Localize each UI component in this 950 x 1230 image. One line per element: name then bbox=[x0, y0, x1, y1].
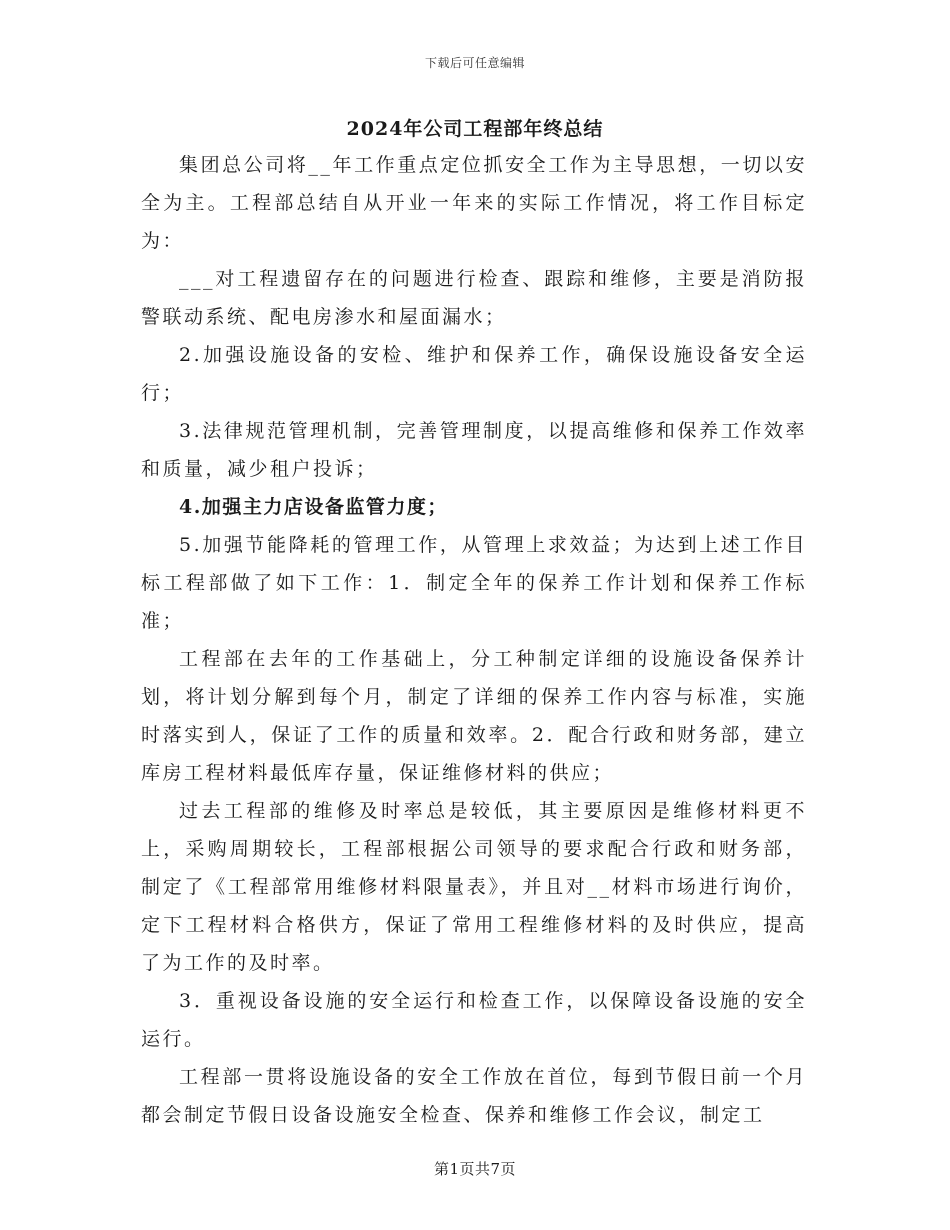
paragraph: 3.法律规范管理机制，完善管理制度，以提高维修和保养工作效率和质量，减少租户投诉； bbox=[141, 420, 807, 480]
document-title: 2024年公司工程部年终总结 bbox=[346, 118, 604, 140]
paragraph-bold: 4.加强主力店设备监管力度； bbox=[179, 496, 448, 518]
paragraph: ___对工程遗留存在的问题进行检查、跟踪和维修，主要是消防报警联动系统、配电房渗水和屋面漏水； bbox=[141, 268, 807, 328]
paragraph: 3．重视设备设施的安全运行和检查工作，以保障设备设施的安全运行。 bbox=[141, 990, 807, 1050]
paragraph: 2.加强设施设备的安检、维护和保养工作，确保设施设备安全运行； bbox=[141, 344, 807, 404]
page-number: 第1页共7页 bbox=[433, 1160, 517, 1178]
paragraph: 工程部在去年的工作基础上，分工种制定详细的设施设备保养计划，将计划分解到每个月，制定了详细的保养工作内容与标准，实施时落实到人，保证了工作的质量和效率。2．配合行政和财务部，建立库房工程材料最低库存量，保证维修材料的供应； bbox=[141, 648, 807, 784]
paragraph: 过去工程部的维修及时率总是较低，其主要原因是维修材料更不上，采购周期较长，工程部根据公司领导的要求配合行政和财务部，制定了《工程部常用维修材料限量表》，并且对__材料市场进行询价，定下工程材料合格供方，保证了常用工程维修材料的及时供应，提高了为工作的及时率。 bbox=[141, 800, 807, 974]
paragraph: 5.加强节能降耗的管理工作，从管理上求效益；为达到上述工作目标工程部做了如下工作：1．制定全年的保养工作计划和保养工作标准； bbox=[141, 534, 807, 632]
header-note: 下载后可任意编辑 bbox=[424, 56, 525, 70]
paragraph: 集团总公司将__年工作重点定位抓安全工作为主导思想，一切以安全为主。工程部总结自从开业一年来的实际工作情况，将工作目标定为： bbox=[141, 154, 807, 252]
paragraph: 工程部一贯将设施设备的安全工作放在首位，每到节假日前一个月都会制定节假日设备设施安全检查、保养和维修工作会议，制定工 bbox=[141, 1066, 807, 1126]
document-body bbox=[141, 146, 807, 1134]
